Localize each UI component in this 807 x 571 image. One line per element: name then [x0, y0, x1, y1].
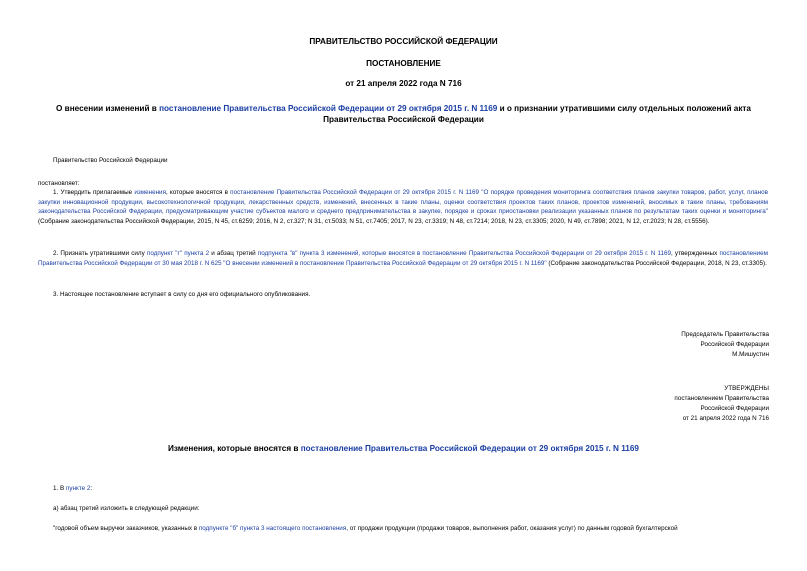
decree-name-link[interactable]: "О порядке проведения мониторинга соответствия планов закупки товаров, работ, услуг, планов закупки инновационной продукции, высокотехнологичной продукции, лекарственных средств, изменений, внесенных в такие планы, оценки соответствия проектов таких планов, проектов изменений, вносимых в такие планы, требованиям законодательства Российской Федерации, предусматривающим участие субъектов малого и среднего предпринимательства в закупке, порядке и сроках приостановки реализации указанных планов по результатам таких оценки и мониторинга" — [38, 189, 769, 216]
decree-625-link[interactable]: постановлением Правительства Российской Федерации от 30 мая 2018 г. N 625 "О внесении изменений в постановление Правительства Российской Федерации от 29 октября 2015 г. N 1169" — [38, 250, 768, 267]
p1-text-b: , которые вносятся в — [165, 189, 231, 196]
approval-line-3: Российской Федерации — [700, 405, 769, 412]
changes-title — [0, 444, 807, 453]
p2-text-c: , утвержденных — [671, 250, 720, 257]
decides-text: постановляет: — [38, 180, 80, 187]
change-item-1 — [38, 484, 768, 494]
quote-prefix: "годовой объем выручки заказчиков, указанных в — [53, 525, 199, 532]
changes-title-link[interactable]: постановление Правительства Российской Федерации от 29 октября 2015 г. N 1169 — [300, 444, 639, 453]
p2-text-d: (Собрание законодательства Российской Федерации, 2018, N 23, ст.3305). — [546, 259, 767, 267]
signature-block — [681, 330, 769, 360]
title-prefix: О внесении изменений в — [56, 104, 160, 113]
signature-line-2: Российской Федерации — [700, 341, 769, 348]
paragraph-2 — [38, 249, 768, 268]
approval-line-2: постановлением Правительства — [674, 395, 769, 402]
item1-prefix: 1. В — [53, 485, 66, 492]
title-decree-link[interactable]: постановление Правительства Российской Федерации от 29 октября 2015 г. N 1169 — [159, 104, 498, 113]
subparagraph-b-link[interactable]: подпункте "б" пункта 3 настоящего постановления — [198, 525, 347, 532]
signature-line-1: Председатель Правительства — [681, 331, 769, 338]
p1-text-a: 1. Утвердить прилагаемые — [53, 189, 135, 196]
paragraph-1 — [38, 188, 768, 226]
approval-line-4: от 21 апреля 2022 года N 716 — [682, 415, 769, 422]
issuer-text: Правительство Российской Федерации — [53, 157, 168, 164]
p2-text-a: 2. Признать утратившими силу — [53, 250, 147, 257]
approval-block — [674, 384, 769, 424]
p1-text-d: (Собрание законодательства Российской Федерации, 2015, N 45, ст.6259; 2016, N 2, ст.327; N 31, ст.5033; N 51, ст.7405; 2017, N 23, ст.3319; N 48, ст.7214; 2018, N 23, ст.3305; 2020, N 49, ст.7898; 2021, N 12, ст.2023; N 28, ст.5556). — [38, 217, 710, 225]
subparagraph-v-link[interactable]: подпункта "в" пункта 3 изменений, которые вносятся в постановление Правительства Российской Федерации от 29 октября 2015 г. N 1169 — [257, 250, 672, 257]
signature-line-3: М.Мишустин — [732, 351, 769, 358]
quote-suffix: , от продажи продукции (продажи товаров, выполнения работ, оказания услуг) по данным годовой бухгалтерской — [346, 525, 678, 532]
paragraph-3: 3. Настоящее постановление вступает в силу со дня его официального опубликования. — [53, 291, 311, 298]
change-item-a: а) абзац третий изложить в следующей редакции: — [53, 505, 200, 512]
decree-1169-link[interactable]: постановление Правительства Российской Федерации от 29 октября 2015 г. N 1169 — [230, 189, 480, 196]
document-title — [55, 103, 752, 125]
p2-text-b: и абзац третий — [209, 250, 258, 257]
government-heading: ПРАВИТЕЛЬСТВО РОССИЙСКОЙ ФЕДЕРАЦИИ — [309, 37, 498, 46]
item1-suffix: : — [90, 485, 93, 492]
approval-line-1: УТВЕРЖДЕНЫ — [724, 385, 769, 392]
change-quote — [53, 524, 768, 534]
subparagraph-g-link[interactable]: подпункт "г" пункта 2 — [146, 250, 210, 257]
changes-link[interactable]: изменения — [134, 189, 166, 196]
document-type: ПОСТАНОВЛЕНИЕ — [366, 59, 441, 68]
document-date-number: от 21 апреля 2022 года N 716 — [345, 79, 462, 88]
paragraph-2-link[interactable]: пункте 2 — [65, 485, 91, 492]
changes-title-prefix: Изменения, которые вносятся в — [168, 444, 301, 453]
title-suffix: и о признании утратившими силу отдельных положений акта Правительства Российской Федерации — [323, 104, 751, 124]
